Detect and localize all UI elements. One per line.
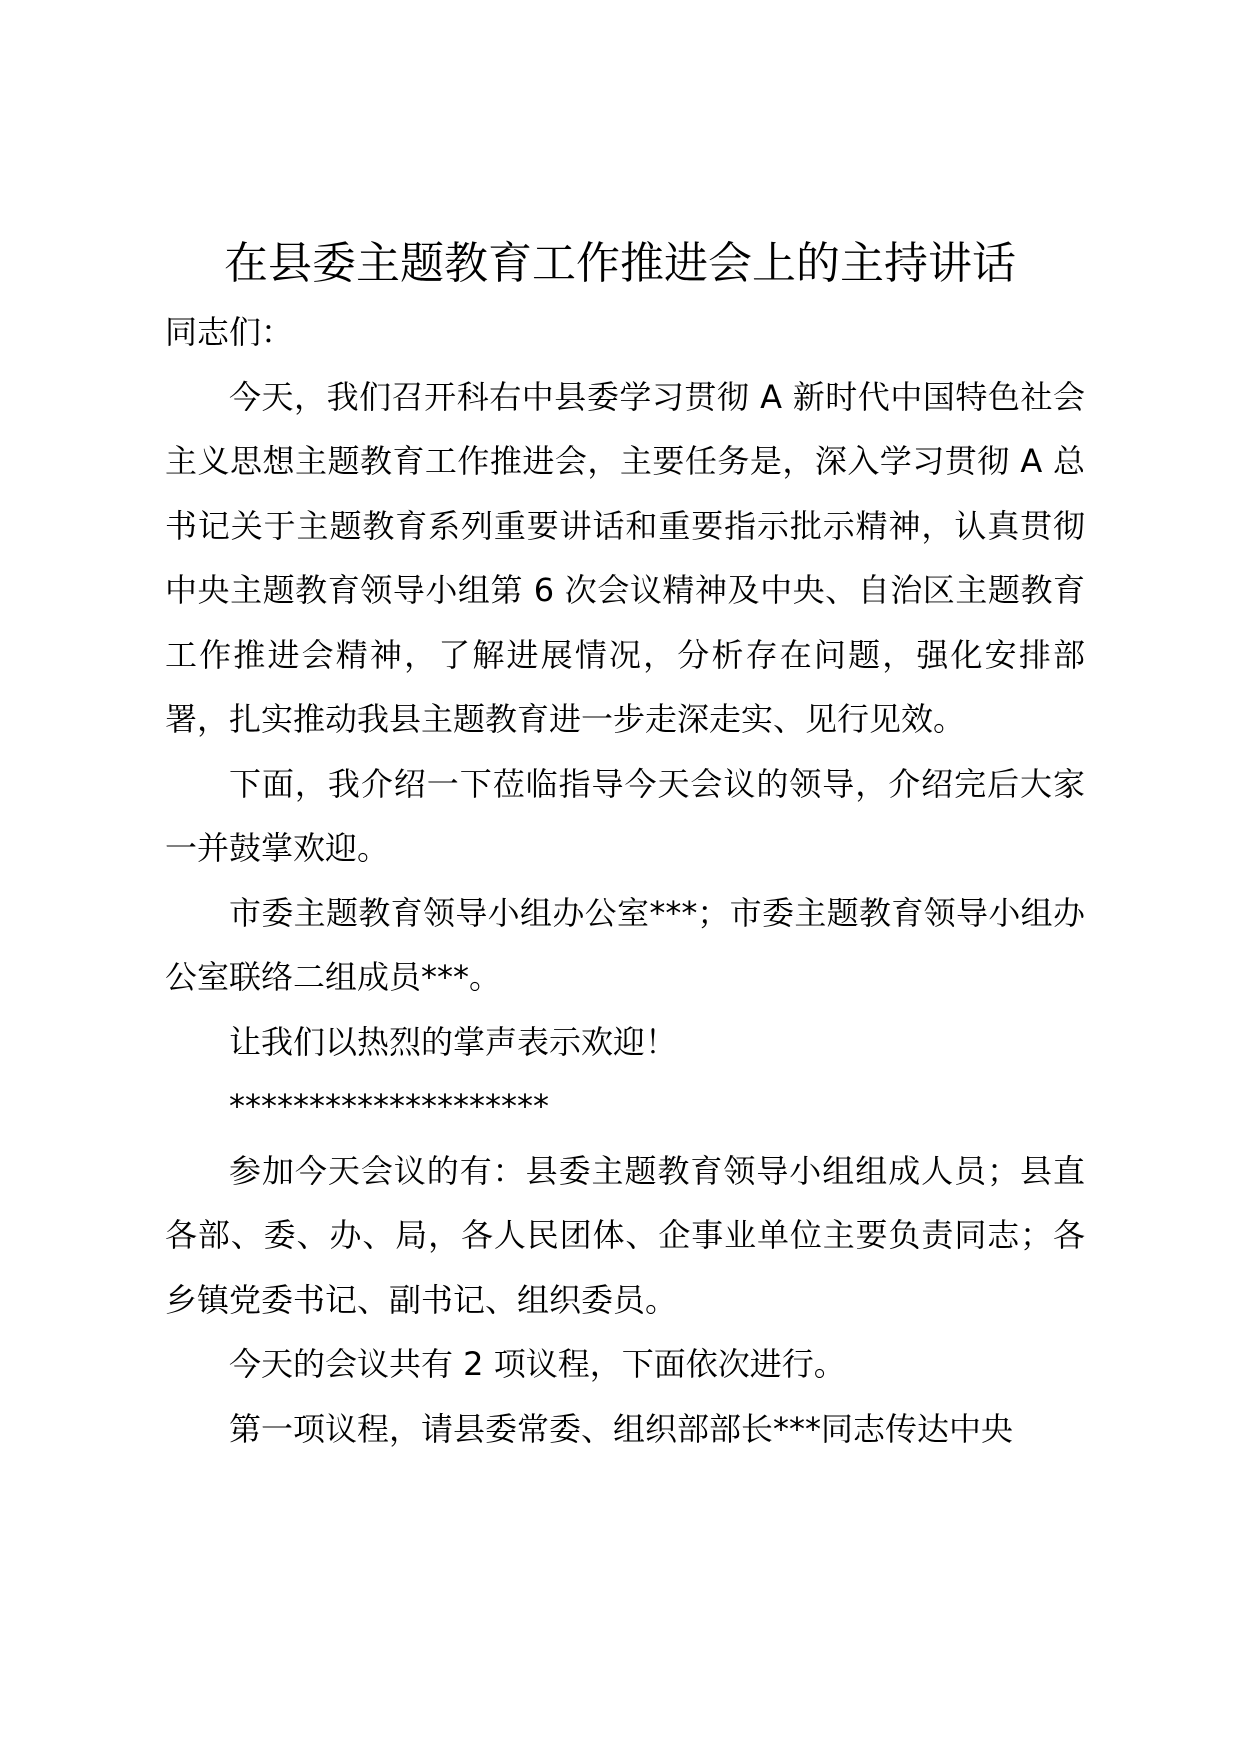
paragraph-agenda-item-1: 第一项议程，请县委常委、组织部部长***同志传达中央 bbox=[229, 1409, 1014, 1448]
paragraph-introduce-leaders: 下面，我介绍一下莅临指导今天会议的领导，介绍完后大家一并鼓掌欢迎。 bbox=[165, 764, 1085, 867]
document-title: 在县委主题教育工作推进会上的主持讲话 bbox=[224, 238, 1016, 289]
paragraph-agenda: 今天的会议共有 2 项议程，下面依次进行。 bbox=[229, 1345, 846, 1383]
document-body bbox=[165, 300, 1085, 1461]
paragraph-separator: ******************** bbox=[229, 1087, 549, 1125]
greeting: 同志们： bbox=[165, 313, 294, 351]
paragraph-welcome: 让我们以热烈的掌声表示欢迎！ bbox=[229, 1022, 678, 1061]
paragraph-leader-list: 市委主题教育领导小组办公室***；市委主题教育领导小组办公室联络二组成员***。 bbox=[165, 893, 1085, 996]
paragraph-attendees: 参加今天会议的有：县委主题教育领导小组组成人员；县直各部、委、办、局，各人民团体、企事业单位主要负责同志；各乡镇党委书记、副书记、组织委员。 bbox=[165, 1151, 1085, 1319]
paragraph-opening: 今天，我们召开科右中县委学习贯彻 A 新时代中国特色社会主义思想主题教育工作推进会，主要任务是，深入学习贯彻 A 总书记关于主题教育系列重要讲话和重要指示批示精神，认真贯彻中央主题教育领导小组第 6 次会议精神及中央、自治区主题教育工作推进会精神，了解进展情况，分析存在问题，强化安排部署，扎实推动我县主题教育进一步走深走实、见行见效。 bbox=[165, 377, 1085, 738]
